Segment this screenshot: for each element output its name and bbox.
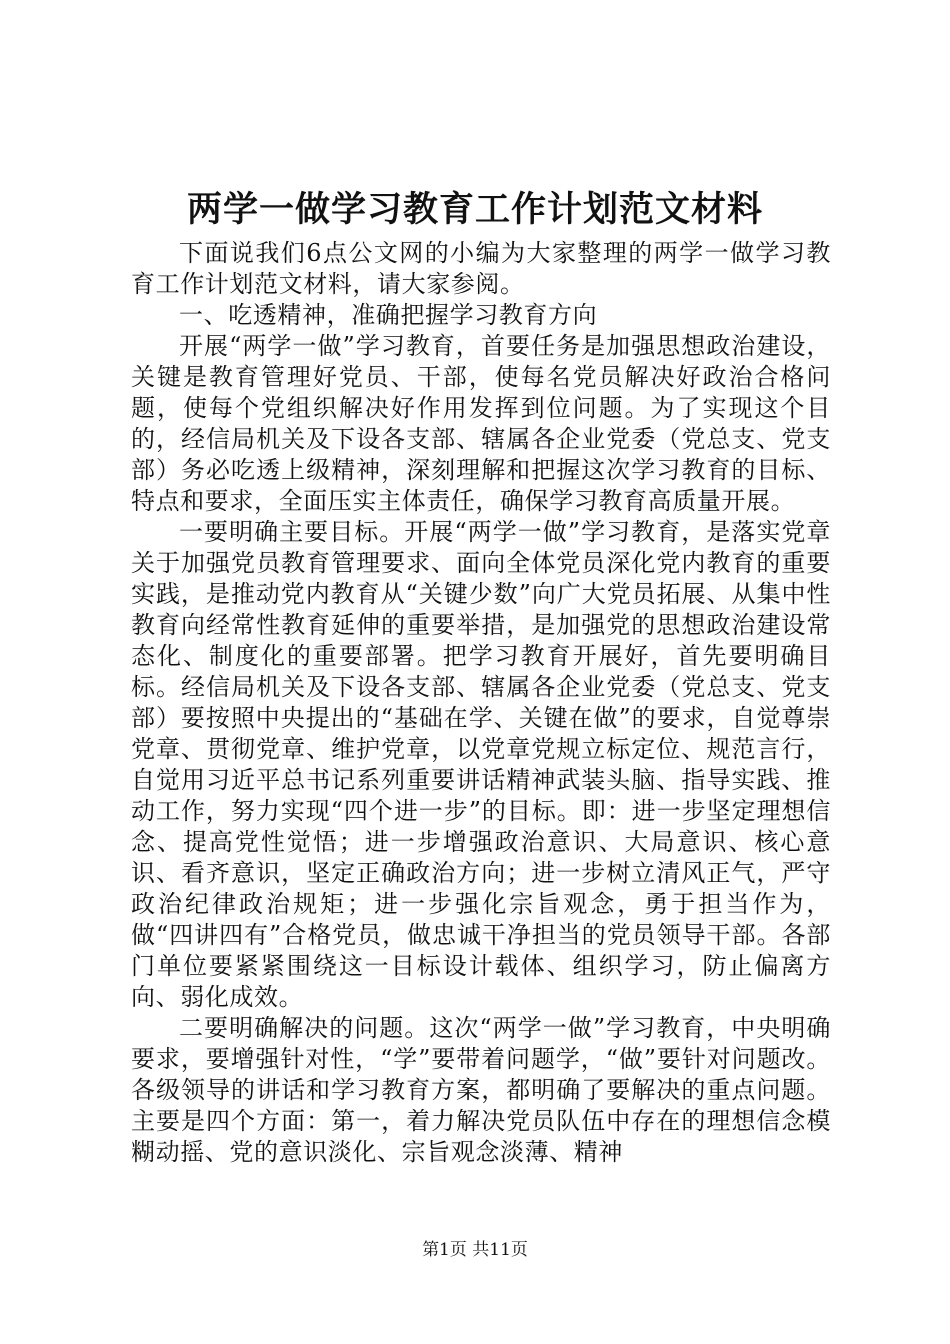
paragraph: 二要明确解决的问题。这次“两学一做”学习教育，中央明确要求，要增强针对性，“学”要带着问题学，“做”要针对问题改。各级领导的讲话和学习教育方案，都明确了要解决的重点问题。主要是四个方面：第一，着力解决党员队伍中存在的理想信念模糊动摇、党的意识淡化、宗旨观念淡薄、精神 xyxy=(131,1014,831,1166)
document-title: 两学一做学习教育工作计划范文材料 xyxy=(186,189,763,230)
section-heading: 一、吃透精神，准确把握学习教育方向 xyxy=(179,301,598,329)
paragraph: 开展“两学一做”学习教育，首要任务是加强思想政治建设，关键是教育管理好党员、干部，使每名党员解决好政治合格问题，使每个党组织解决好作用发挥到位问题。为了实现这个目的，经信局机关及下设各支部、辖属各企业党委（党总支、党支部）务必吃透上级精神，深刻理解和把握这次学习教育的目标、特点和要求，全面压实主体责任，确保学习教育高质量开展。 xyxy=(131,332,831,515)
page-number: 第1页 共11页 xyxy=(422,1240,528,1260)
paragraph: 一要明确主要目标。开展“两学一做”学习教育，是落实党章关于加强党员教育管理要求、面向全体党员深化党内教育的重要实践，是推动党内教育从“关键少数”向广大党员拓展、从集中性教育向经常性教育延伸的重要举措，是加强党的思想政治建设常态化、制度化的重要部署。把学习教育开展好，首先要明确目标。经信局机关及下设各支部、辖属各企业党委（党总支、党支部）要按照中央提出的“基础在学、关键在做”的要求，自觉尊崇党章、贯彻党章、维护党章，以党章党规立标定位、规范言行，自觉用习近平总书记系列重要讲话精神武装头脑、指导实践、推动工作，努力实现“四个进一步”的目标。即：进一步坚定理想信念、提高党性觉悟；进一步增强政治意识、大局意识、核心意识、看齐意识，坚定正确政治方向；进一步树立清风正气，严守政治纪律政治规矩；进一步强化宗旨观念，勇于担当作为，做“四讲四有”合格党员，做忠诚干净担当的党员领导干部。各部门单位要紧紧围绕这一目标设计载体、组织学习，防止偏离方向、弱化成效。 xyxy=(131,518,831,1011)
paragraph-intro: 下面说我们6点公文网的小编为大家整理的两学一做学习教育工作计划范文材料，请大家参阅。 xyxy=(131,239,831,298)
document-body xyxy=(131,238,831,1168)
